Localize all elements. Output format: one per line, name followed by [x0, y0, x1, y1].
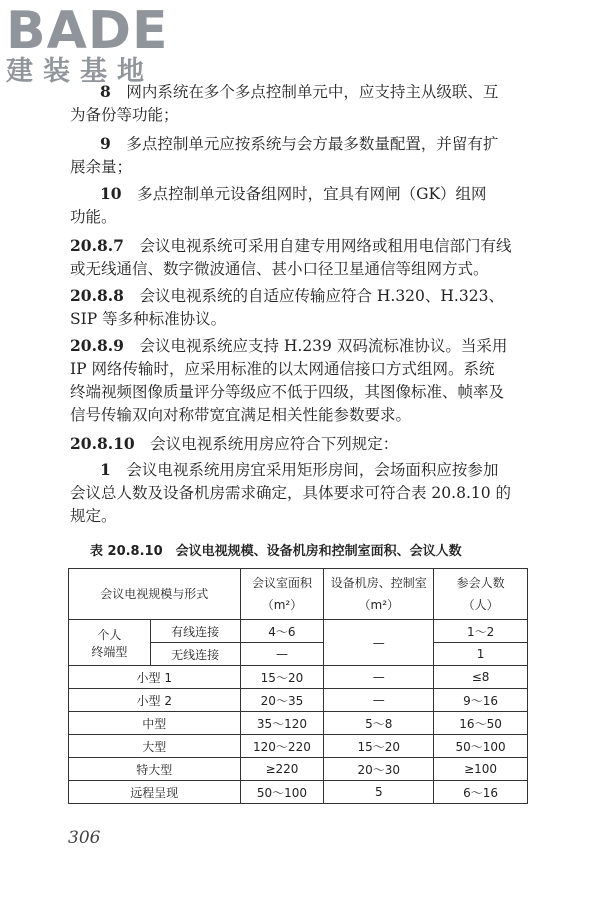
- wired-label: 有线连接: [150, 620, 240, 643]
- header-area: [240, 569, 324, 620]
- row-room: 5～8: [324, 712, 434, 735]
- section-20-8-9-line-4: 信号传输双向对称带宽宜满足相关性能参数要求。: [70, 406, 412, 424]
- item-8-line-1: 网内系统在多个多点控制单元中，应支持主从级联、互: [126, 83, 499, 101]
- row-area: 20～35: [240, 689, 324, 712]
- table-row: [69, 781, 528, 804]
- personal-group-line-2: 终端型: [91, 644, 128, 659]
- section-20-8-9: [70, 334, 525, 427]
- item-1-line-2: 会议总人数及设备机房需求确定，具体要求可符合表 20.8.10 的: [70, 484, 512, 502]
- section-20-8-10: [70, 432, 525, 456]
- personal-group-line-1: 个人: [97, 627, 122, 642]
- section-number: 20.8.7: [70, 236, 124, 255]
- item-number: 10: [100, 184, 122, 203]
- row-room: —: [324, 666, 434, 689]
- conference-table: [68, 568, 528, 804]
- table-row: [69, 666, 528, 689]
- table-row: [69, 758, 528, 781]
- table-row: [69, 735, 528, 758]
- header-scale-text: 会议电视规模与形式: [100, 587, 209, 601]
- row-label: 大型: [69, 735, 241, 758]
- row-label: 小型 1: [69, 666, 241, 689]
- header-room-text: 设备机房、控制室: [330, 576, 427, 590]
- row-label: 中型: [69, 712, 241, 735]
- header-area-unit: （m²）: [261, 598, 303, 612]
- section-20-8-7: [70, 234, 525, 281]
- header-people-unit: （人）: [462, 598, 499, 612]
- row-people: 9～16: [434, 689, 528, 712]
- logo-brand: BADE: [6, 1, 169, 61]
- item-9-line-1: 多点控制单元应按系统与会方最多数量配置，并留有扩: [126, 135, 499, 153]
- section-20-8-8-line-1: 会议电视系统的自适应传输应符合 H.320、H.323、: [139, 287, 504, 305]
- header-room-unit: （m²）: [358, 598, 400, 612]
- header-scale: [69, 569, 241, 620]
- wireless-label: 无线连接: [150, 643, 240, 666]
- section-20-8-7-line-2: 或无线通信、数字微波通信、甚小口径卫星通信等组网方式。: [70, 260, 489, 278]
- header-room: [324, 569, 434, 620]
- section-number: 20.8.8: [70, 286, 124, 305]
- row-people: ≤8: [434, 666, 528, 689]
- row-people: ≥100: [434, 758, 528, 781]
- item-10-line-1: 多点控制单元设备组网时，宜具有网闸（GK）组网: [137, 185, 487, 203]
- row-area: 35～120: [240, 712, 324, 735]
- row-area: 120～220: [240, 735, 324, 758]
- row-people: 6～16: [434, 781, 528, 804]
- row-people: 16～50: [434, 712, 528, 735]
- table-caption: 表 20.8.10 会议电视规模、设备机房和控制室面积、会议人数: [90, 544, 462, 559]
- item-number: 8: [100, 82, 111, 101]
- personal-terminal-cell: [69, 620, 151, 666]
- item-1-line-1: 会议电视系统用房宜采用矩形房间，会场面积应按参加: [126, 461, 499, 479]
- wired-area: 4～6: [240, 620, 324, 643]
- item-9: [70, 132, 525, 179]
- personal-room: —: [324, 620, 434, 666]
- wireless-area: —: [240, 643, 324, 666]
- section-20-8-9-line-1: 会议电视系统应支持 H.239 双码流标准协议。当采用: [139, 337, 508, 355]
- section-number: 20.8.10: [70, 434, 135, 453]
- table-row: [69, 712, 528, 735]
- section-number: 20.8.9: [70, 336, 124, 355]
- header-people-text: 参会人数: [456, 576, 505, 590]
- wireless-people: 1: [434, 643, 528, 666]
- section-20-8-9-line-3: 终端视频图像质量评分等级应不低于四级，其图像标准、帧率及: [70, 383, 505, 401]
- row-room: 5: [324, 781, 434, 804]
- section-20-8-8-line-2: SIP 等多种标准协议。: [70, 310, 227, 328]
- row-label: 特大型: [69, 758, 241, 781]
- row-people: 50～100: [434, 735, 528, 758]
- item-number: 9: [100, 134, 111, 153]
- item-10-line-2: 功能。: [70, 208, 117, 226]
- row-area: 15～20: [240, 666, 324, 689]
- section-20-8-8: [70, 284, 525, 331]
- row-area: ≥220: [240, 758, 324, 781]
- row-room: 15～20: [324, 735, 434, 758]
- row-label: 小型 2: [69, 689, 241, 712]
- item-10: [70, 182, 525, 229]
- wired-people: 1～2: [434, 620, 528, 643]
- item-1-line-3: 规定。: [70, 507, 117, 525]
- section-20-8-7-line-1: 会议电视系统可采用自建专用网络或租用电信部门有线: [139, 237, 512, 255]
- header-people: [434, 569, 528, 620]
- page-number: 306: [68, 828, 101, 848]
- row-label: 远程呈现: [69, 781, 241, 804]
- section-20-8-9-line-2: IP 网络传输时，应采用标准的以太网通信接口方式组网。系统: [70, 360, 495, 378]
- item-8: [70, 80, 525, 127]
- bade-logo: [6, 1, 169, 88]
- table-header-row: [69, 569, 528, 620]
- table-row: [69, 689, 528, 712]
- item-number: 1: [100, 460, 111, 479]
- header-area-text: 会议室面积: [251, 576, 312, 590]
- table-row: [69, 620, 528, 643]
- logo-subtitle: 建装基地: [6, 56, 154, 87]
- row-room: 20～30: [324, 758, 434, 781]
- row-room: —: [324, 689, 434, 712]
- item-9-line-2: 展余量；: [70, 158, 133, 176]
- section-20-8-10-line-1: 会议电视系统用房应符合下列规定：: [150, 435, 399, 453]
- row-area: 50～100: [240, 781, 324, 804]
- item-1: [70, 458, 525, 528]
- item-8-line-2: 为备份等功能；: [70, 106, 179, 124]
